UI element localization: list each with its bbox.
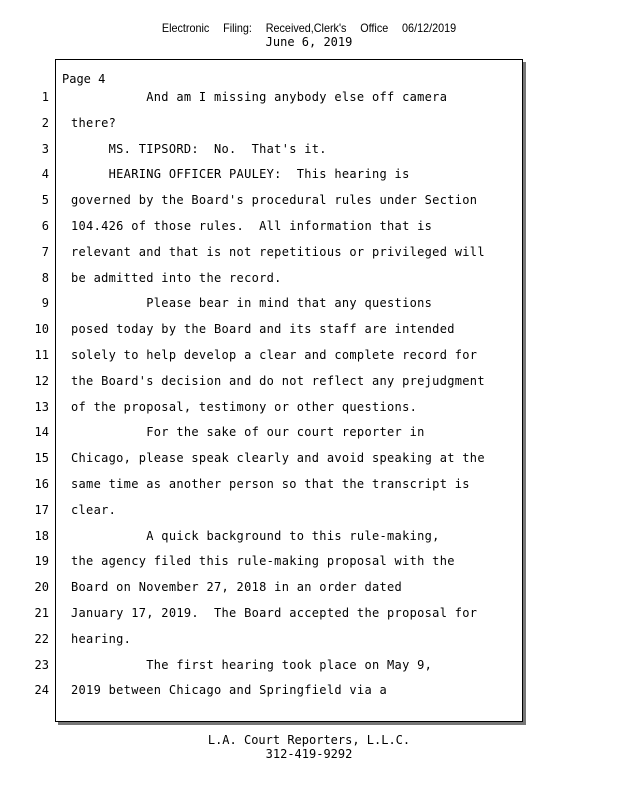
line-text: posed today by the Board and its staff are intended [71, 322, 455, 337]
stamp-filing: Filing: [223, 21, 252, 35]
line-number: 23 [34, 657, 49, 672]
transcript-line [0, 167, 618, 193]
transcript-line [0, 425, 618, 451]
transcript-line [0, 632, 618, 658]
line-number: 3 [41, 141, 49, 156]
line-number: 18 [34, 528, 49, 543]
line-text: same time as another person so that the transcript is [71, 477, 470, 491]
transcript-line [0, 400, 618, 426]
line-number: 4 [41, 167, 49, 182]
line-number: 9 [41, 296, 49, 311]
line-number: 24 [34, 683, 49, 698]
line-number: 21 [34, 606, 49, 620]
line-text: relevant and that is not repetitious or privileged will [71, 244, 485, 259]
transcript-line [0, 658, 618, 684]
line-text: there? [71, 115, 117, 130]
page-number: Page 4 [62, 72, 106, 86]
line-number: 13 [34, 399, 49, 414]
transcript-line [0, 529, 618, 555]
line-text: 104.426 of those rules. All information that is [71, 219, 433, 233]
line-text: MS. TIPSORD: No. That's it. [71, 141, 327, 156]
line-text: January 17, 2019. The Board accepted the proposal for [71, 606, 478, 620]
transcript-line [0, 271, 618, 297]
transcript-line [0, 90, 618, 116]
line-text: For the sake of our court reporter in [71, 425, 425, 440]
line-number: 6 [41, 219, 49, 233]
line-text: hearing. [71, 631, 132, 646]
court-reporter-phone: 312-419-9292 [265, 747, 353, 761]
line-text: the agency filed this rule-making proposal with the [71, 554, 455, 569]
line-text: A quick background to this rule-making, [71, 528, 440, 543]
transcript-line [0, 348, 618, 374]
stamp-date: 06/12/2019 [402, 21, 457, 35]
transcript-line [0, 580, 618, 606]
transcript-line [0, 296, 618, 322]
line-number: 12 [34, 373, 49, 388]
line-number: 22 [34, 631, 49, 646]
line-text: the Board's decision and do not reflect any prejudgment [71, 373, 485, 388]
transcript-line [0, 477, 618, 503]
line-number: 14 [34, 425, 49, 440]
transcript-line [0, 116, 618, 142]
line-number: 16 [34, 477, 49, 491]
transcript-line [0, 503, 618, 529]
line-text: And am I missing anybody else off camera [71, 90, 448, 104]
stamp-office: Office [360, 21, 389, 35]
line-text: Chicago, please speak clearly and avoid speaking at the [71, 451, 485, 466]
line-number: 1 [41, 90, 49, 104]
transcript-line [0, 322, 618, 348]
hearing-date: June 6, 2019 [265, 35, 353, 49]
line-number: 2 [41, 115, 49, 130]
line-text: of the proposal, testimony or other questions. [71, 399, 418, 414]
line-number: 7 [41, 244, 49, 259]
transcript-line [0, 683, 618, 709]
transcript-line [0, 374, 618, 400]
line-number: 5 [41, 193, 49, 208]
stamp-electronic: Electronic [161, 21, 210, 35]
stamp-received: Received,Clerk's [265, 21, 347, 35]
transcript-line [0, 451, 618, 477]
line-text: be admitted into the record. [71, 270, 282, 285]
line-number: 19 [34, 554, 49, 569]
footer [0, 733, 618, 761]
line-text: clear. [71, 502, 117, 517]
line-text: Board on November 27, 2018 in an order dated [71, 580, 403, 595]
line-number: 11 [34, 348, 49, 362]
transcript-line [0, 142, 618, 168]
transcript-line [0, 606, 618, 632]
transcript-line [0, 193, 618, 219]
line-text: HEARING OFFICER PAULEY: This hearing is [71, 167, 410, 182]
line-text: Please bear in mind that any questions [71, 296, 433, 311]
line-number: 8 [41, 270, 49, 285]
transcript-line [0, 219, 618, 245]
line-text: solely to help develop a clear and complete record for [71, 348, 478, 362]
line-text: The first hearing took place on May 9, [71, 657, 433, 672]
line-number: 10 [34, 322, 49, 337]
line-text: governed by the Board's procedural rules under Section [71, 193, 478, 208]
transcript-line [0, 554, 618, 580]
line-number: 17 [34, 502, 49, 517]
court-reporter-name: L.A. Court Reporters, L.L.C. [207, 733, 411, 747]
transcript-line [0, 245, 618, 271]
line-text: 2019 between Chicago and Springfield via a [71, 683, 388, 698]
filing-stamp [31, 21, 587, 35]
line-number: 15 [34, 451, 49, 466]
line-number: 20 [34, 580, 49, 595]
